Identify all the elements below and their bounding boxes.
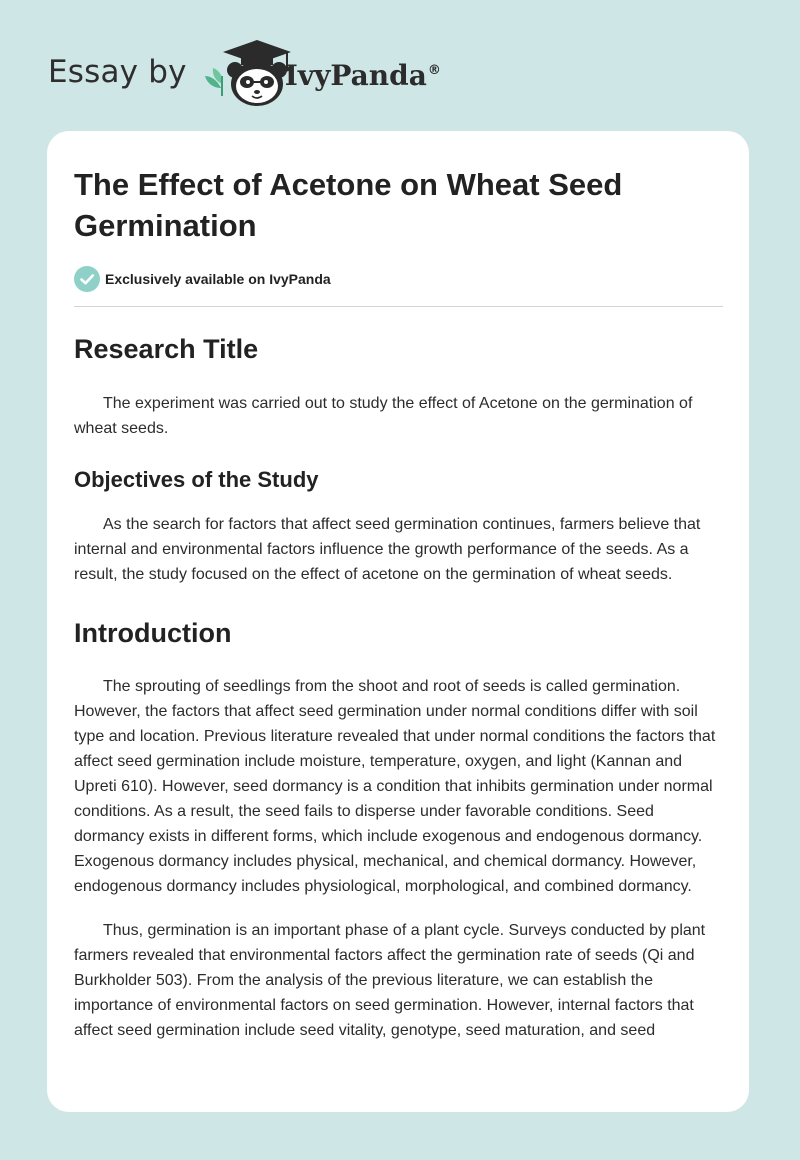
panda-graduate-logo-icon [199,36,295,108]
exclusive-badge [74,266,723,292]
brand-prefix: Essay by [48,54,187,90]
brand-name [285,59,441,92]
brand-header[interactable] [48,36,441,108]
paragraph: The sprouting of seedlings from the shoot and root of seeds is called germination. However, the factors that affect seed germination under normal conditions differ with soil type and location. Previous literature revealed that under normal conditions the factors that affect seed germination include moisture, temperature, oxygen, and light (Kannan and Upreti 610). However, seed dormancy is a condition that inhibits germination under normal conditions. As a result, the seed fails to disperse under favorable conditions. Seed dormancy exists in different forms, which include exogenous and endogenous dormancy. Exogenous dormancy includes physical, mechanical, and chemical dormancy. However, endogenous dormancy includes physiological, morphological, and combined dormancy. [74,678,716,895]
section-heading-objectives: Objectives of the Study [74,467,319,492]
paragraph: The experiment was carried out to study the effect of Acetone on the germination of wheat seeds. [74,395,693,437]
section-heading-research-title: Research Title [74,334,259,364]
divider [74,306,723,307]
registered-mark: ® [427,63,441,79]
check-badge-icon [74,266,100,292]
paragraph: As the search for factors that affect seed germination continues, farmers believe that internal and environmental factors influence the growth performance of the seeds. As a result, the study focused on the effect of acetone on the germination of wheat seeds. [74,516,701,583]
paragraph: Thus, germination is an important phase of a plant cycle. Surveys conducted by plant farmers revealed that environmental factors affect the germination rate of seeds (Qi and Burkholder 503). From the analysis of the previous literature, we can establish the importance of environmental factors on seed germination. However, internal factors that affect seed germination include seed vitality, genotype, seed maturation, and seed [74,922,706,1039]
exclusive-label: Exclusively available on IvyPanda [105,271,331,287]
section-heading-introduction: Introduction [74,618,232,648]
brand-name-text: IvyPanda [284,58,427,92]
page-title: The Effect of Acetone on Wheat Seed Germination [74,167,623,243]
essay-card [47,131,749,1112]
essay-content [74,131,723,1043]
